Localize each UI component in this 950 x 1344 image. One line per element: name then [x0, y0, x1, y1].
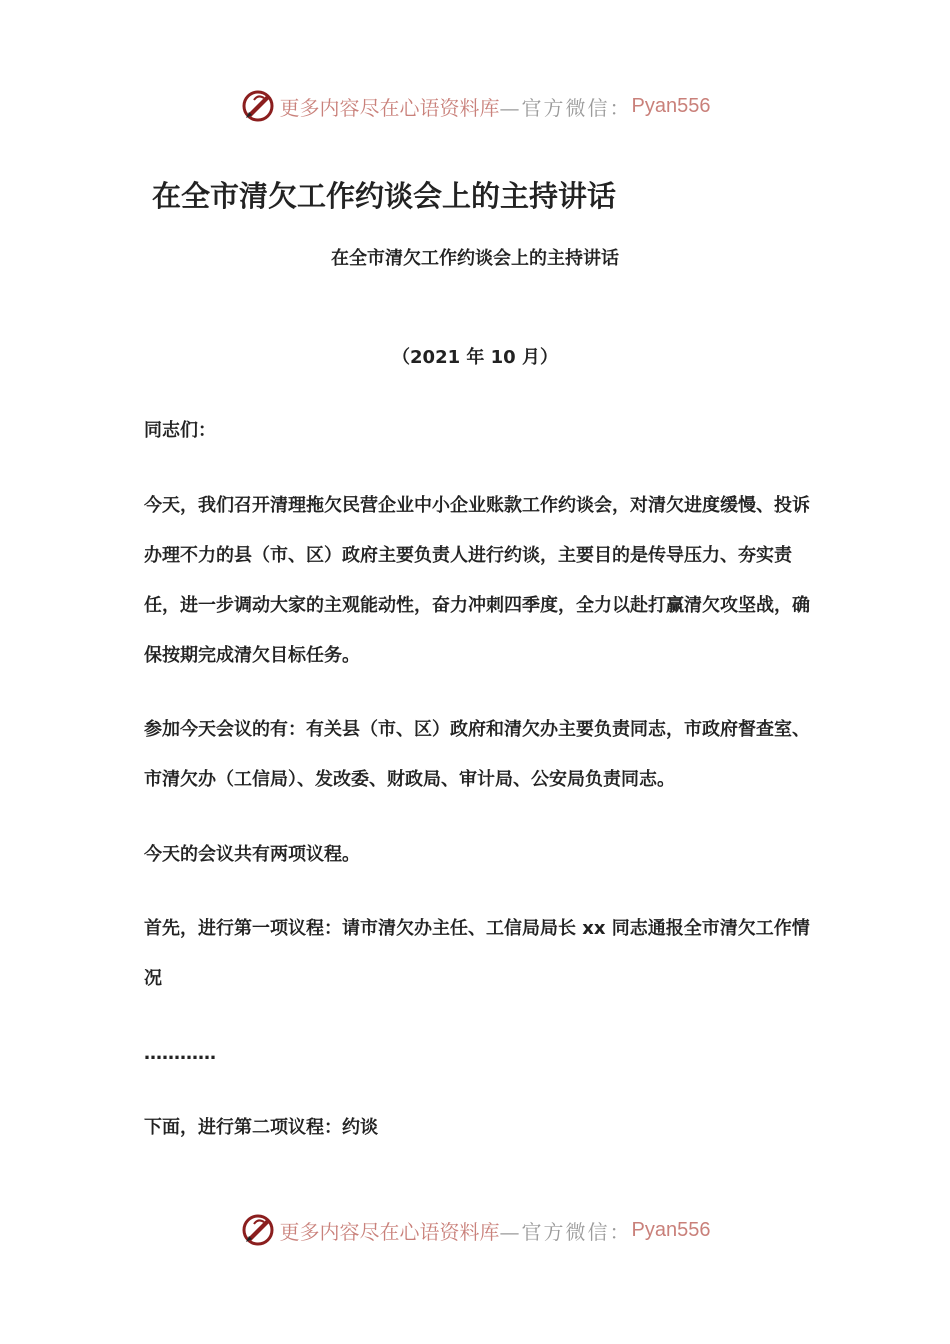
- watermark-main-text: 更多内容尽在心语资料库: [279, 95, 500, 120]
- paragraph-first-item: 首先，进行第一项议程：请市清欠办主任、工信局局长 xx 同志通报全市清欠工作情况: [144, 918, 810, 989]
- watermark-main-text: 更多内容尽在心语资料库: [279, 1219, 500, 1244]
- watermark-wechat-id: Pyan556: [631, 1218, 711, 1241]
- paragraph-ellipsis: …………: [144, 1043, 216, 1064]
- document-date: （2021 年 10 月）: [392, 347, 558, 368]
- paragraph-second-item: 下面，进行第二项议程：约谈: [144, 1117, 378, 1138]
- watermark-wechat-id: Pyan556: [631, 94, 711, 117]
- paragraph-greeting: 同志们：: [144, 420, 216, 441]
- watermark-banner-top: [0, 84, 950, 128]
- watermark-banner-bottom: [0, 1208, 950, 1252]
- paragraph-attendees: 参加今天会议的有：有关县（市、区）政府和清欠办主要负责同志，市政府督查室、市清欠办（工信局）、发改委、财政局、审计局、公安局负责同志。: [144, 719, 810, 790]
- pen-logo-icon: [240, 88, 276, 124]
- document-subtitle: 在全市清欠工作约谈会上的主持讲话: [331, 248, 619, 269]
- watermark-wechat-label: —官方微信：: [499, 95, 632, 120]
- watermark-wechat-label: —官方微信：: [499, 1219, 632, 1244]
- paragraph-intro: 今天，我们召开清理拖欠民营企业中小企业账款工作约谈会，对清欠进度缓慢、投诉办理不力的县（市、区）政府主要负责人进行约谈，主要目的是传导压力、夯实责任，进一步调动大家的主观能动性，奋力冲刺四季度，全力以赴打赢清欠攻坚战，确保按期完成清欠目标任务。: [144, 495, 810, 666]
- paragraph-agenda: 今天的会议共有两项议程。: [144, 844, 360, 865]
- document-title: 在全市清欠工作约谈会上的主持讲话: [152, 179, 617, 213]
- pen-logo-icon: [240, 1212, 276, 1248]
